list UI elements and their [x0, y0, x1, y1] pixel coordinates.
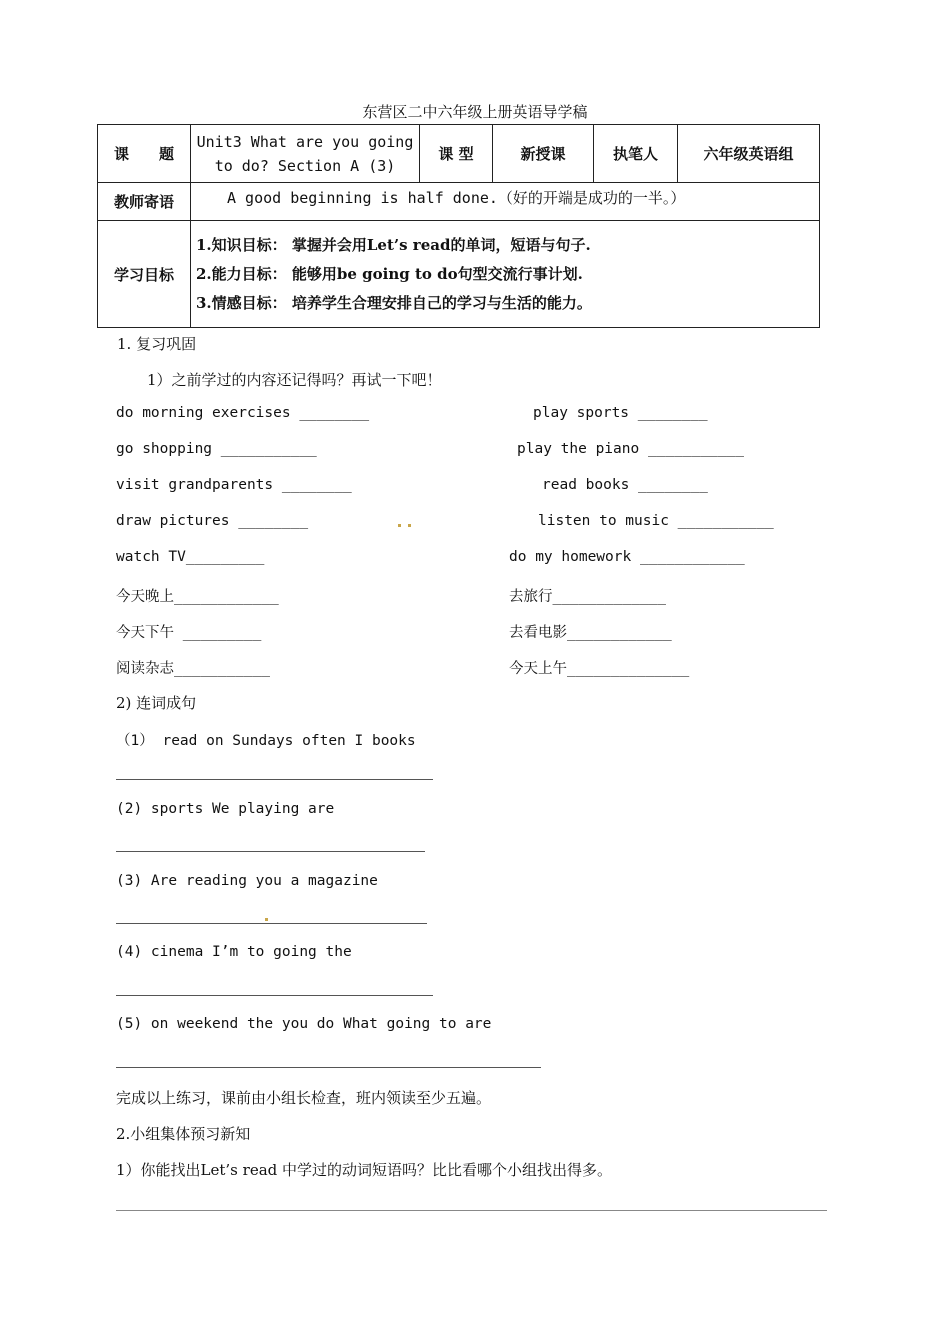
lesson-type-label: 课 型: [420, 125, 493, 183]
header-table: [97, 124, 820, 328]
answer-line[interactable]: [116, 923, 427, 924]
goal-emotion: 3.情感目标： 培养学生合理安排自己的学习与生活的能力。: [196, 293, 592, 312]
practice-note: 完成以上练习，课前由小组长检查，班内领读至少五遍。: [116, 1089, 492, 1107]
phrase-left: do morning exercises ________: [116, 405, 370, 421]
author-value: 六年级英语组: [678, 125, 820, 183]
scrambled-sentence: （1） read on Sundays often I books: [116, 733, 416, 749]
scrambled-sentence: (5) on weekend the you do What going to are: [116, 1016, 492, 1032]
phrase-right: 去看电影____________: [509, 625, 672, 641]
phrase-right: play the piano ___________: [517, 441, 744, 457]
goal-ability: 2.能力目标： 能够用be going to do句型交流行事计划.: [196, 264, 583, 283]
topic-label: 课 题: [98, 125, 191, 183]
phrase-left: 今天下午 _________: [116, 625, 262, 641]
phrase-right: play sports ________: [533, 405, 708, 421]
unit-title-line2: to do? Section A (3): [214, 156, 396, 175]
scrambled-sentence: (4) cinema I’m to going the: [116, 944, 352, 960]
stray-dot: [265, 918, 268, 921]
phrase-left: 今天晚上____________: [116, 589, 279, 605]
answer-line[interactable]: [116, 851, 425, 852]
unit-title-line1: Unit3 What are you going: [196, 132, 414, 151]
stray-dot: [398, 524, 401, 527]
phrase-left: watch TV_________: [116, 549, 265, 565]
answer-line[interactable]: [116, 779, 433, 780]
learning-goals: [191, 221, 820, 328]
phrase-left: visit grandparents ________: [116, 477, 352, 493]
answer-line[interactable]: [116, 995, 433, 996]
section2-heading: 2.小组集体预习新知: [116, 1125, 251, 1143]
section1-sub2: 2) 连词成句: [116, 694, 197, 712]
phrase-right: do my homework ____________: [509, 549, 745, 565]
author-label: 执笔人: [594, 125, 678, 183]
teacher-message: A good beginning is half done.（好的开端是成功的一半。）: [191, 183, 820, 221]
unit-title: [191, 125, 420, 183]
phrase-left: go shopping ___________: [116, 441, 317, 457]
section1-heading: 1. 复习巩固: [117, 335, 197, 353]
phrase-right: 去旅行_____________: [509, 589, 666, 605]
phrase-left: draw pictures ________: [116, 513, 309, 529]
scrambled-sentence: (3) Are reading you a magazine: [116, 873, 378, 889]
teacher-message-label: 教师寄语: [98, 183, 191, 221]
phrase-right: listen to music ___________: [538, 513, 774, 529]
phrase-right: 今天上午______________: [509, 661, 690, 677]
answer-line[interactable]: [116, 1210, 827, 1211]
lesson-type-value: 新授课: [493, 125, 594, 183]
phrase-left: 阅读杂志___________: [116, 661, 271, 677]
goal-knowledge: 1.知识目标： 掌握并会用Let’s read的单词，短语与句子.: [196, 235, 591, 254]
page-title: 东营区二中六年级上册英语导学稿: [362, 103, 588, 121]
scrambled-sentence: (2) sports We playing are: [116, 801, 335, 817]
phrase-right: read books ________: [542, 477, 708, 493]
learning-goals-label: 学习目标: [98, 221, 191, 328]
stray-dot: [408, 524, 411, 527]
section1-sub1: 1）之前学过的内容还记得吗？再试一下吧！: [147, 371, 442, 389]
section2-sub1: 1）你能找出Let’s read 中学过的动词短语吗？比比看哪个小组找出得多。: [116, 1161, 613, 1179]
answer-line[interactable]: [116, 1067, 541, 1068]
